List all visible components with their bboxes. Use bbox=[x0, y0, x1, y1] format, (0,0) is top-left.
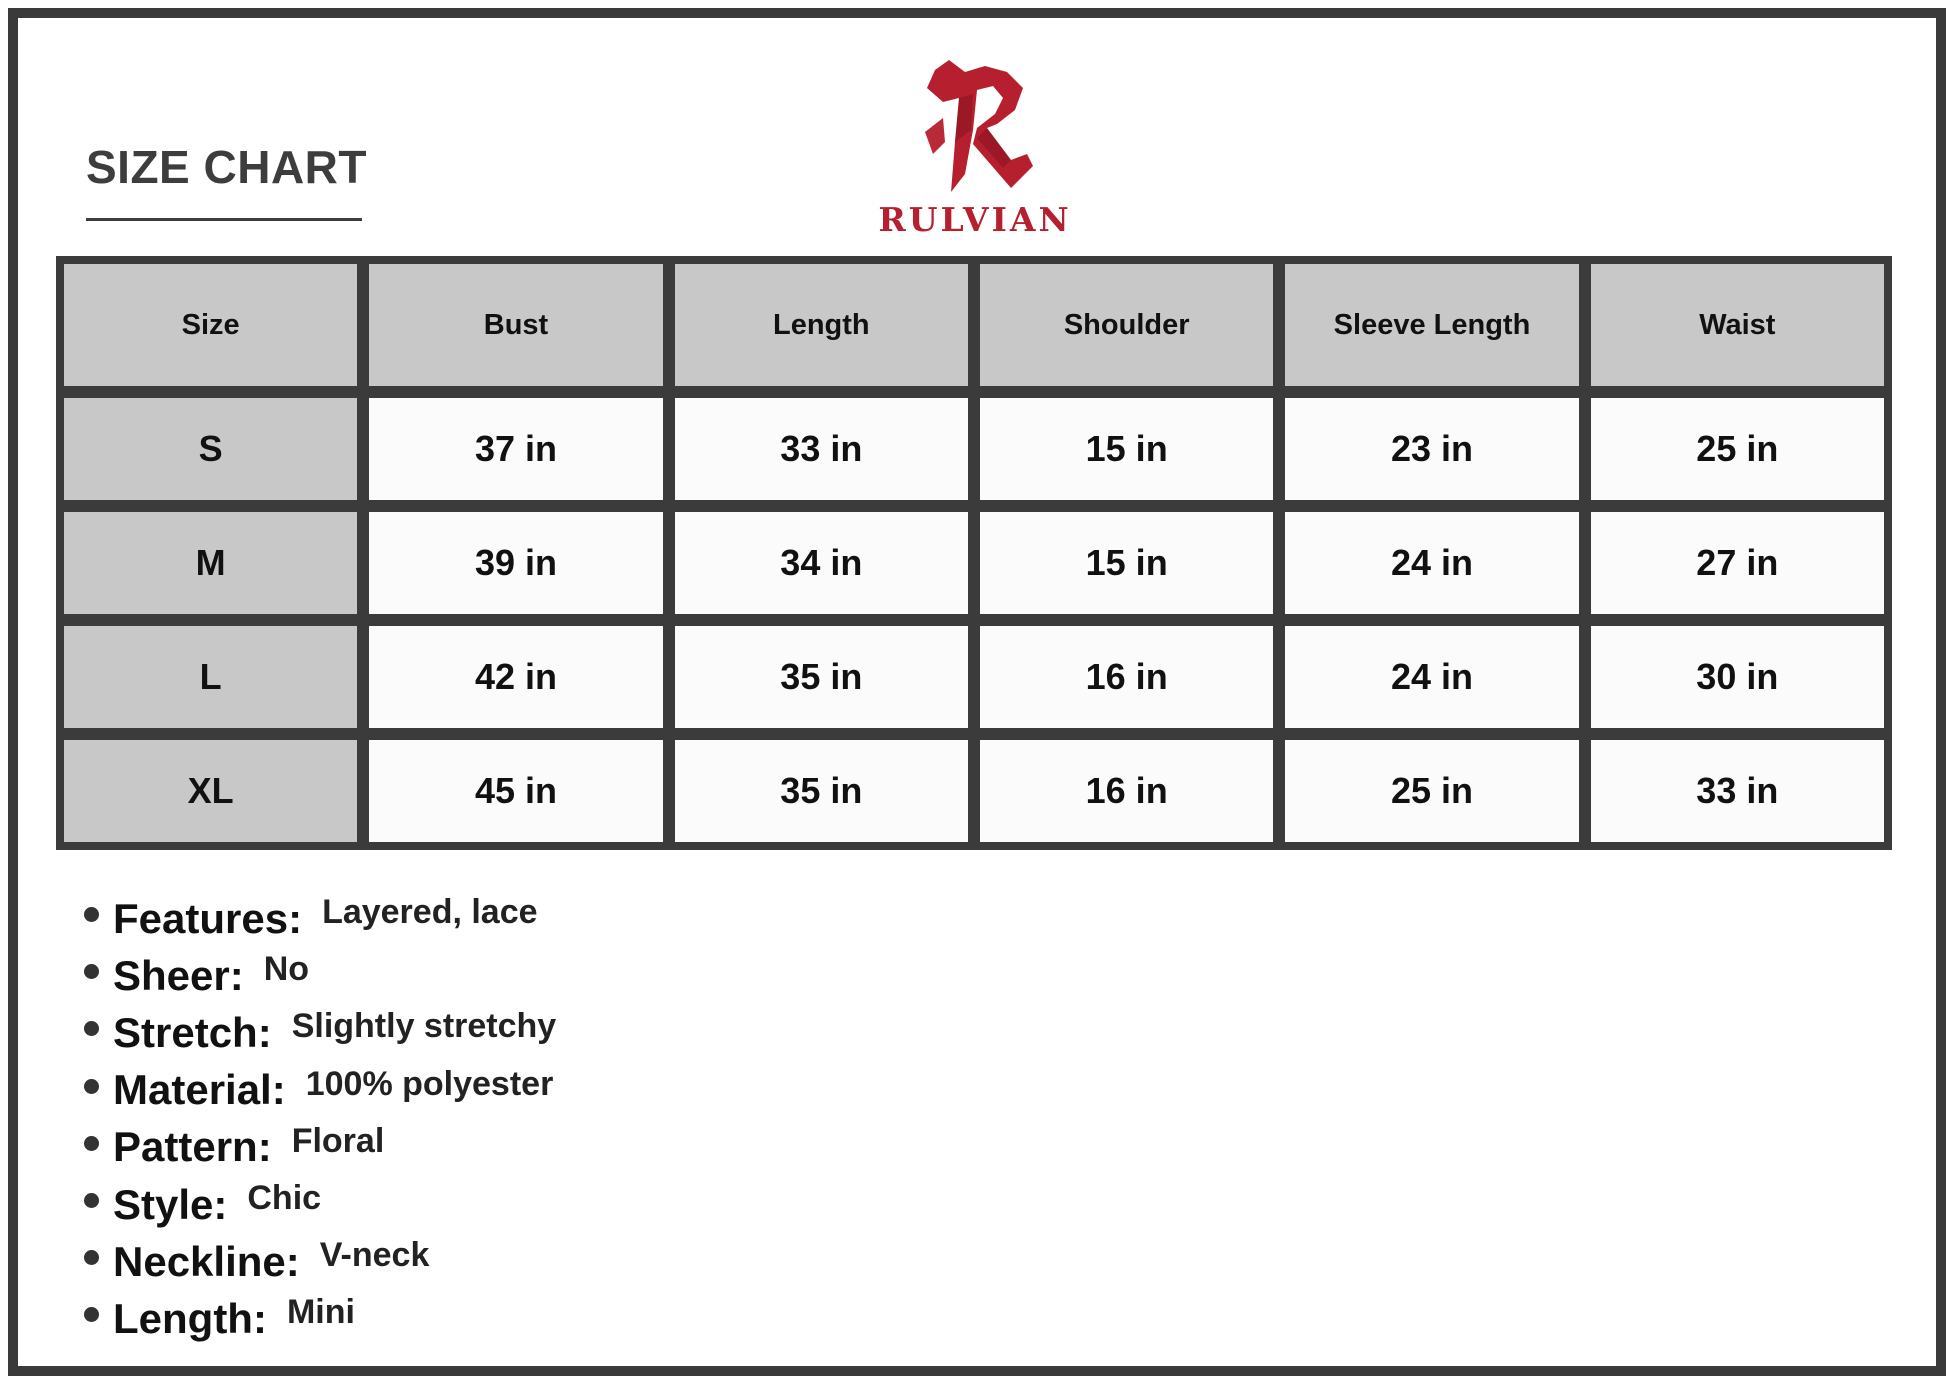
spec-label: Sheer: bbox=[113, 951, 244, 999]
size-table bbox=[56, 256, 1892, 850]
table-cell: 37 in bbox=[369, 398, 662, 500]
table-cell: 30 in bbox=[1591, 626, 1884, 728]
list-item bbox=[84, 1062, 556, 1119]
list-item bbox=[84, 1290, 556, 1347]
column-header-length: Length bbox=[675, 264, 968, 386]
red-r-monogram-icon bbox=[915, 58, 1035, 198]
list-item bbox=[84, 947, 556, 1004]
table-cell: 34 in bbox=[675, 512, 968, 614]
page-title: SIZE CHART bbox=[86, 141, 367, 193]
table-cell: 15 in bbox=[980, 512, 1273, 614]
row-size-s: S bbox=[64, 398, 357, 500]
table-cell: 24 in bbox=[1285, 626, 1578, 728]
bullet-icon bbox=[84, 907, 99, 922]
column-header-waist: Waist bbox=[1591, 264, 1884, 386]
row-size-l: L bbox=[64, 626, 357, 728]
brand-name: RULVIAN bbox=[878, 200, 1072, 239]
table-cell: 27 in bbox=[1591, 512, 1884, 614]
product-specs-list bbox=[84, 890, 556, 1348]
spec-label: Style: bbox=[113, 1180, 228, 1228]
spec-label: Features: bbox=[113, 894, 303, 942]
spec-value: V-neck bbox=[319, 1236, 430, 1275]
spec-value: Floral bbox=[291, 1121, 385, 1160]
bullet-icon bbox=[84, 1307, 99, 1322]
column-header-size: Size bbox=[64, 264, 357, 386]
spec-label: Length: bbox=[113, 1294, 267, 1342]
table-cell: 15 in bbox=[980, 398, 1273, 500]
spec-label: Pattern: bbox=[113, 1123, 272, 1171]
spec-label: Stretch: bbox=[113, 1008, 272, 1056]
table-cell: 24 in bbox=[1285, 512, 1578, 614]
list-item bbox=[84, 1004, 556, 1061]
bullet-icon bbox=[84, 1193, 99, 1208]
list-item bbox=[84, 1176, 556, 1233]
spec-label: Material: bbox=[113, 1066, 286, 1114]
list-item bbox=[84, 890, 556, 947]
table-cell: 16 in bbox=[980, 626, 1273, 728]
table-cell: 35 in bbox=[675, 626, 968, 728]
bullet-icon bbox=[84, 1021, 99, 1036]
table-cell: 16 in bbox=[980, 740, 1273, 842]
bullet-icon bbox=[84, 964, 99, 979]
brand-logo bbox=[860, 58, 1090, 238]
column-header-sleeve-length: Sleeve Length bbox=[1285, 264, 1578, 386]
list-item bbox=[84, 1119, 556, 1176]
table-cell: 25 in bbox=[1591, 398, 1884, 500]
column-header-shoulder: Shoulder bbox=[980, 264, 1273, 386]
list-item bbox=[84, 1233, 556, 1290]
title-underline bbox=[86, 218, 362, 221]
spec-label: Neckline: bbox=[113, 1237, 300, 1285]
spec-value: Chic bbox=[247, 1179, 322, 1218]
column-header-bust: Bust bbox=[369, 264, 662, 386]
table-cell: 23 in bbox=[1285, 398, 1578, 500]
bullet-icon bbox=[84, 1136, 99, 1151]
row-size-m: M bbox=[64, 512, 357, 614]
bullet-icon bbox=[84, 1079, 99, 1094]
table-cell: 25 in bbox=[1285, 740, 1578, 842]
table-cell: 33 in bbox=[675, 398, 968, 500]
table-cell: 33 in bbox=[1591, 740, 1884, 842]
spec-value: Layered, lace bbox=[322, 893, 538, 932]
spec-value: Slightly stretchy bbox=[291, 1007, 557, 1046]
spec-value: No bbox=[263, 950, 310, 989]
spec-value: 100% polyester bbox=[305, 1064, 554, 1103]
table-cell: 39 in bbox=[369, 512, 662, 614]
table-cell: 45 in bbox=[369, 740, 662, 842]
table-cell: 42 in bbox=[369, 626, 662, 728]
bullet-icon bbox=[84, 1250, 99, 1265]
row-size-xl: XL bbox=[64, 740, 357, 842]
spec-value: Mini bbox=[286, 1293, 355, 1332]
table-cell: 35 in bbox=[675, 740, 968, 842]
